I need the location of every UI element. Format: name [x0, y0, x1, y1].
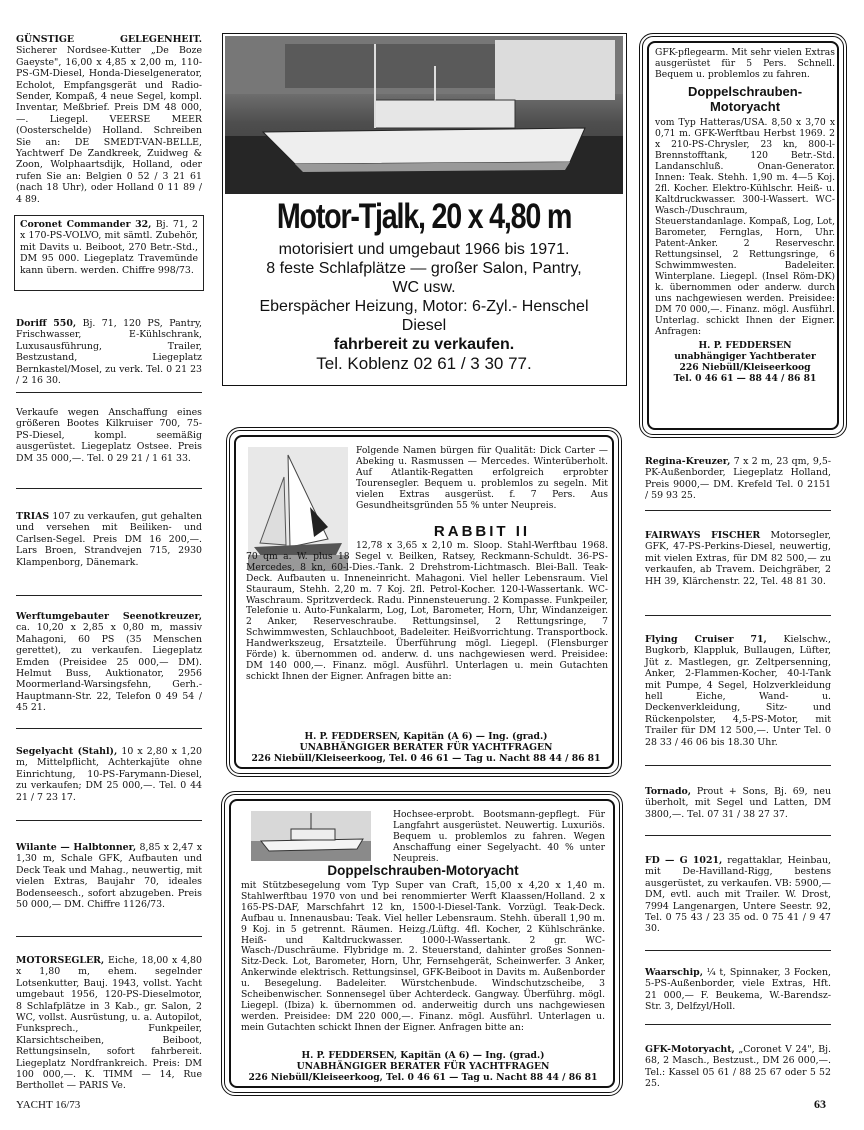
divider	[645, 765, 831, 766]
contact-line: H. P. FEDDERSEN, Kapitän (A 6) — Ing. (grad.)	[301, 1050, 545, 1061]
divider	[16, 595, 202, 596]
tjalk-headline: Motor-Tjalk, 20 x 4,80 m	[276, 197, 572, 236]
page-number: 63	[814, 1097, 826, 1111]
ad-intro: Hochsee-erprobt. Bootsmann-gepflegt. Für Langfahrt ausgerüstet. Neuwertig. Luxuriös. Bequem u. problemlos zu fahren. Wegen Anschaffung einer Segelyacht. 40 % unter Neupreis.	[393, 809, 605, 864]
ad-contact	[655, 340, 835, 384]
tjalk-photo	[225, 36, 623, 194]
ad-intro: Folgende Namen bürgen für Qualität: Dick Carter — Abeking u. Rasmussen — Mercedes. Winterüberholt. Auf Atlantik-Regatten erfolgreich erprobter Tourensegler. Bequem u. problemlos zu segeln. Mit vielen Extras ausgerüst. f. 7 Pers. Aus Gesundheitsgründen 55 % unter Neupreis.	[356, 445, 608, 511]
ad-head: Regina-Kreuzer,	[645, 456, 731, 467]
ad-text: 8,85 x 2,47 x 1,30 m, Schale GFK, Aufbauten und Deck Teak und Mahag., neuwertig, mit vielen Extras, Baujahr 70, ideales Bodenseesch., sofort abzugeben. Preis 50 000,— DM. Chiffre 1126/73.	[16, 842, 203, 911]
contact-line: 226 Niebüll/Kleiseerkoog, Tel. 0 46 61 — Tag u. Nacht 88 44 / 86 81	[248, 1071, 598, 1083]
divider	[645, 835, 831, 836]
ad-text: ¼ t, Spinnaker, 3 Focken, 5-PS-Außenborder, viele Extras, Hft. 21 000,— F. Beukema, W.-Barendsz-Str. 3, Delfzyl/Holl.	[645, 967, 831, 1013]
ad-head: GÜNSTIGE GELEGENHEIT.	[16, 34, 202, 45]
ad-intro: GFK-pflegearm. Mit sehr vielen Extras ausgerüstet für 5 Pers. Schnell. Bequem u. problemlos zu fahren.	[655, 47, 835, 80]
ad-title: RABBIT II	[433, 523, 531, 540]
ad-kilkruiser	[16, 407, 202, 464]
contact-line: unabhängiger Yachtberater	[674, 351, 816, 362]
divider	[645, 1024, 831, 1025]
divider	[16, 392, 202, 393]
ad-contact	[242, 732, 610, 764]
footer-issue: YACHT 16/73	[16, 1099, 81, 1111]
ad-head: Tornado,	[645, 786, 692, 797]
contact-line: UNABHÄNGIGER BERATER FÜR YACHTFRAGEN	[296, 1060, 550, 1072]
ad-gfkmotor	[645, 1044, 831, 1090]
tjalk-line: fahrbereit zu verkaufen.	[333, 336, 515, 353]
ad-head: GFK-Motoryacht,	[645, 1044, 735, 1055]
ad-fairways	[645, 530, 831, 587]
ad-text: ca. 10,20 x 2,85 x 0,80 m, massiv Mahagoni, 60 PS (35 Menschen gerettet), zu verkaufen. Liegeplatz Emden (Preisidee 25 000,— DM). Helmut Buss, Auktionator, 2956 Moormerland-Warsingsfehn, Gerh.-Hauptmann-Str. 22, Telefon 0 49 54 / 45 21.	[16, 622, 202, 714]
ad-doppel-bottom	[221, 791, 623, 1096]
ad-text: Bj. 71, 2 x 170-PS-VOLVO, mit sämtl. Zubehör, mit Davits u. Beiboot, 270 Betr.-Std., DM 95 000. Liegeplatz Travemünde kann übern. werden. Chiffre 998/73.	[20, 219, 198, 276]
ad-werftum	[16, 611, 202, 714]
tjalk-body	[223, 240, 625, 373]
ad-head: Waarschip,	[645, 967, 703, 978]
ad-trias	[16, 511, 202, 568]
divider	[645, 510, 831, 511]
tjalk-line: Diesel	[401, 317, 447, 334]
ad-contact	[237, 1051, 609, 1083]
ad-head: Coronet Commander 32,	[20, 219, 152, 230]
tjalk-line: Eberspächer Heizung, Motor: 6-Zyl.- Henschel	[259, 298, 589, 315]
ad-head: Segelyacht (Stahl),	[16, 746, 118, 757]
ad-segelyacht	[16, 746, 202, 803]
contact-line: Tel. 0 46 61 — 88 44 / 86 81	[673, 373, 817, 384]
ad-head: FAIRWAYS FISCHER	[645, 530, 761, 541]
ad-coronet	[14, 215, 204, 291]
motoryacht-image	[251, 811, 371, 861]
ad-text: Motorsegler, GFK, 47-PS-Perkins-Diesel, neuwertig, mit vielen Extras, für DM 82 500,— zu verkaufen, ab Travem. Deichgräber, 2 HH 39, Klärchenstr. 22, Tel. 48 81 30.	[645, 530, 831, 587]
ad-head: Flying Cruiser 71,	[645, 634, 767, 645]
ad-flying	[645, 634, 831, 748]
ad-text: Sicherer Nordsee-Kutter „De Boze Gaeyste", 16,00 x 4,85 x 2,00 m, 110-PS-GM-Diesel, Honda-Dieselgenerator, Echolot, Empfangsgerät und Radio-Sender, Kompaß, 4 neue Segel, kompl. Inventar, Meßbrief. Preis DM 48 000,—. Liegepl. VEERSE MEER (Oosterschelde) Holland. Schreiben Sie an: DE SMEDT-VAN-BELLE, Yachtwerf De Zandkreek, Zuidweg & Zoon, Wolphaartsdijk, Holland, oder rufen Sie an: Belgien 0 52 / 3 21 61 (nach 18 Uhr), oder Holland 0 11 89 / 4 89.	[16, 45, 202, 205]
ad-text: Eiche, 18,00 x 4,80 x 1,80 m, ehem. segelnder Lotsenkutter, Bauj. 1943, vollst. Yacht umgebaut 1956, 120-PS-Dieselmotor, 8 Schlafplätze in 3 Kab., gr. Salon, 2 WC, vollst. Ausrüstung, u. a. Autopilot, Funksprech., Funkpeiler, Klarsichtscheiben, Beiboot, Rettungsinseln, sofort fahrbereit. Liegeplatz Nordfrankreich. Preis: DM 100 000,—. K. TIMM — 14, Rue Berthollet — PARIS Ve.	[16, 955, 202, 1092]
ad-body: 12,78 x 3,65 x 2,10 m. Sloop. Stahl-Werftbau 1968. 70 qm a. W. plus 18 Segel v. Beilken, Ratsey, Reckmann-Schuldt. 36-PS-Mercedes, 8 kn, 60-l-Dies.-Tank. 2 Drehstrom-Lichtmasch. Blei-Ball. Teak-Deck. Aufbauten u. Inneneinricht. Mahagoni. Viel heller Lebensraum. Viel Stauraum, Stehh. 2,20 m. 7 Koj. 2fl. Petrol-Kocher. 120-l-Wassertank. WC-Waschraum. Spritzverdeck. Radu. Pinnensteuerung. 2 Kompasse. Funkpeiler, Telefonie u. Auto-Funkalarm, Log, Lot, Barometer, Horn, Uhr, Windanzeiger. 2 Anker, Reserveschraube. Rettungsinsel, 2 Rettungsringe, 7 Schwimmwesten, Schlauchboot, Badeleiter. Heißvorrichtung. Transportbock. Handwerkszeug, Ersatzteile. Überführung mögl. Liegepl. (Flensburger Förde) k. übernommen od. anderw. d. uns nachgewiesen werd. Preisidee: DM 140 000,—. Finanz. mögl. Ausführl. Unterlagen u. mein Gutachten schickt Ihnen der Eigner. Anfragen bitte an:	[246, 540, 608, 682]
boat-image	[225, 36, 623, 194]
ad-text: „Coronet V 24", Bj. 68, 2 Masch., Bestzust., DM 26 000,—. Tel.: Kassel 05 61 / 88 25 67 oder 5 52 25.	[645, 1044, 831, 1090]
tjalk-line: 8 feste Schlafplätze — großer Salon, Pantry,	[266, 260, 582, 277]
ad-doppel-right	[639, 33, 847, 438]
ad-motorsegler	[16, 955, 202, 1092]
ad-body: vom Typ Hatteras/USA. 8,50 x 3,70 x 0,71 m. GFK-Werftbau Herbst 1969. 2 x 210-PS-Chrysler, 23 kn, 800-l-Brennstofftank, 120 Betr.-Std. Landanschluß. Onan-Generator. Innen: Teak. Stehh. 1,90 m. 4—5 Koj. 2fl. Kocher. Elektro-Kühlschr. Heiß- u. Kaltdruckwasser. 300-l-Wassert. WC-Wasch-/Duschraum, Steuerstandanlage. Kompaß, Log, Lot, Barometer, Fernglas, Horn, Uhr. Patent-Anker. 2 Reserveschr. Rettungsinsel, 2 Rettungsringe, 6 Schwimmwesten. Badeleiter. Winterplane. Liegepl. (Insel Röm-DK) k. übernommen oder anderw. durch uns nachgewiesen werden. Preisidee: DM 70 000,—. Finanz. mögl. Ausführl. Unterlag. schickt Ihnen der Eigner. Anfragen:	[655, 117, 835, 337]
tjalk-line: Tel. Koblenz 02 61 / 3 30 77.	[316, 354, 532, 373]
ad-tjalk	[222, 33, 627, 386]
divider	[16, 488, 202, 489]
divider	[645, 950, 831, 951]
ad-waarschip	[645, 967, 831, 1013]
ad-text: 7 x 2 m, 23 qm, 9,5-PK-Außenborder, Liegeplatz Holland, Preis 9000,— DM. Krefeld Tel. 0 2151 / 59 93 25.	[645, 456, 831, 502]
ad-head: Werftumgebauter Seenotkreuzer,	[16, 611, 202, 622]
ad-regina	[645, 456, 831, 502]
ad-title-line: Doppelschrauben-	[687, 84, 803, 99]
contact-line: H. P. FEDDERSEN	[698, 340, 792, 351]
yacht-photo	[251, 811, 371, 861]
tjalk-line: WC usw.	[392, 279, 456, 296]
ad-tornado	[645, 786, 831, 820]
ad-gunstige	[16, 34, 202, 205]
ad-text: 10 x 2,80 x 1,20 m, Mittelpflicht, Achterkajüte ohne Einrichtung, 10-PS-Farymann-Diesel, zu verkaufen; DM 25 000,—. Tel. 0 44 21 / 7 23 17.	[16, 746, 203, 803]
contact-line: H. P. FEDDERSEN, Kapitän (A 6) — Ing. (grad.)	[304, 731, 548, 742]
ad-text: Kielschw., Bugkorb, Klappluk, Bullaugen, Lüfter, Jüt z. Mastlegen, gr. Zeltpersenning, Anker, 2-Flammen-Kocher, 40-l-Tank mit Pumpe, 4 Segel, Holzverkleidung hell Eiche, Wand- u. Deckenverkleidung, Sitz- und Rückenpolster, 4,5-PS-Motor, mit Trailer für DM 12 500,—. Unter Tel. 0 28 33 / 46 06 bis 18.30 Uhr.	[645, 634, 831, 748]
tjalk-line: motorisiert und umgebaut 1966 bis 1971.	[278, 241, 570, 258]
ad-wilante	[16, 842, 202, 910]
ad-head: FD — G 1021,	[645, 855, 723, 866]
divider	[645, 615, 831, 616]
ad-title: Doppelschrauben-Motoryacht	[327, 863, 519, 878]
ad-text: Verkaufe wegen Anschaffung eines größeren Bootes Kilkruiser 700, 75-PS-Diesel, kompl. seemäßig ausgerüstet. Liegeplatz Ostsee. Preis DM 35 000,—. Tel. 0 29 21 / 1 61 33.	[16, 407, 202, 464]
ad-text: 107 zu verkaufen, gut gehalten und versehen mit Beiliken- und Carlsen-Segel. Preis DM 16 200,—. Lars Broen, Strandvejen 715, 2930 Klampenborg, Dänemark.	[16, 511, 202, 568]
ad-text: Prout + Sons, Bj. 69, neu überholt, mit Segel und Latten, DM 3800,—. Tel. 07 31 / 38 27 37.	[645, 786, 832, 820]
contact-line: 226 Niebüll/Kleiseerkoog	[679, 362, 811, 373]
ad-fd	[645, 855, 831, 935]
contact-line: UNABHÄNGIGER BERATER FÜR YACHTFRAGEN	[299, 741, 553, 753]
ad-head: Wilante — Halbtonner,	[16, 842, 137, 853]
ad-text: regattaklar, Heinbau, mit De-Havilland-Rigg, bestens ausgerüstet, zu verkaufen. VB: 5900,— DM, evtl. auch mit Trailer. W. Drost, 7994 Langenargen, Untere Seestr. 92, Tel. 0 75 43 / 23 35 od. 0 75 41 / 9 47 30.	[645, 855, 831, 935]
contact-line: 226 Niebüll/Kleiseerkoog, Tel. 0 46 61 — Tag u. Nacht 88 44 / 86 81	[251, 752, 601, 764]
ad-head: TRIAS	[16, 511, 50, 522]
divider	[16, 936, 202, 937]
ad-doriff	[16, 318, 202, 386]
ad-head: MOTORSEGLER,	[16, 955, 105, 966]
ad-text: Bj. 71, 120 PS, Pantry, Frischwasser, E-Kühlschrank, Luxusausführung, Trailer, Bestzustand, Liegeplatz Bernkastel/Mosel, zu verk. Tel. 0 21 23 / 2 16 30.	[16, 318, 203, 387]
divider	[16, 820, 202, 821]
divider	[16, 728, 202, 729]
ad-body: mit Stützbesegelung vom Typ Super van Craft, 15,00 x 4,20 x 1,40 m. Stahlwerftbau 1970 von und bei renommierter Werft Klaassen/Holland. 2 x 165-PS-DAF, Marschfahrt 12 kn, 1500-l-Diesel-Tank. Vorzügl. Teak-Deck. Aufbau u. Innenausbau: Teak. Viel heller Lebensraum. Stehh. überall 1,90 m. 9 Koj. in 5 getrennt. Räumen. Heizg./Lüftg. 4fl. Kocher, 2 Kühlschränke. Heiß- und Kaltdruckwasser. 1000-l-Wassertank. 2 gr. WC-Wasch-/Duschräume. Flybridge m. 2. Steuerstand, dahinter großes Sonnen-Sitz-Deck. Lot, Barometer, Horn, Uhr, Fernsehgerät, Scheinwerfer. 3 Anker, Ankerwinde elektrisch. Rettungsinsel, GFK-Beiboot in Davits m. Außenborder u. Besegelung. Badeleiter. Würstchenbude. Windschutzscheibe, 3 Scheibenwischer. Sonnensegel über Achterdeck. Gangway. Überführg. mögl. Liegepl. (Ibiza) k. übernommen od. anderweitig durch uns nachgewiesen werden. Preisidee: DM 220 000,—. Finanz. mögl. Ausführl. Unterlagen u. mein Gutachten schickt Ihnen der Eigner. Anfragen bitte an:	[241, 880, 605, 1033]
ad-rabbit	[226, 427, 622, 777]
ad-head: Doriff 550,	[16, 318, 77, 329]
ad-title-line: Motoryacht	[709, 99, 781, 114]
ad-title	[655, 84, 835, 114]
